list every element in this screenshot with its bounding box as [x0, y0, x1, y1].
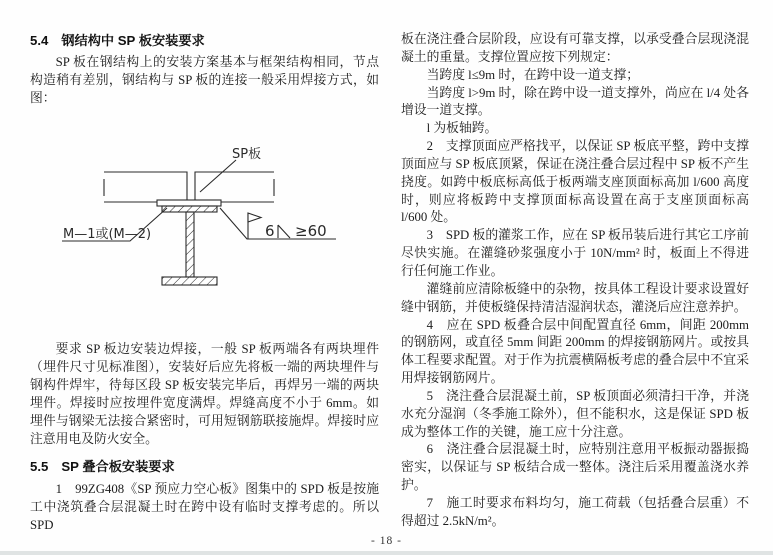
paragraph-span-gt-9m: 当跨度 l>9m 时，除在跨中设一道支撑外，尚应在 l/4 处各增设一道支撑。: [401, 85, 749, 118]
paragraph-steel-intro: SP 板在钢结构上的安装方案基本与框架结构相同，节点构造稍有差别，钢结构与 SP 板的连接一般采用焊接方式，如图：: [30, 55, 379, 105]
section-number: 5.5: [30, 459, 49, 474]
right-column: [401, 31, 749, 531]
paragraph-support-intro: 板在浇注叠合层阶段，应设有可靠支撑，以承受叠合层现浇混凝土的重量。支撑位置应按下列规定：: [401, 32, 749, 64]
paragraph-item-5-surface-clean: 5 浇注叠合层混凝土前，SP 板顶面必须清扫干净，并浇水充分湿润（冬季施工除外），但不能积水，这是保证 SPD 板成为整体工作的关键，施工应十分注意。: [401, 388, 749, 439]
paragraph-item-4-rebar-mesh: 4 应在 SPD 板叠合层中间配置直径 6mm，间距 200mm 的钢筋网，或直径 5mm 间距 200mm 的焊接钢筋网片。或按具体工程要求配置。对于作为抗震横隔板考虑的叠合层中不宜采用焊接钢筋网片。: [401, 317, 749, 386]
section-heading-5-5: [30, 457, 379, 476]
paragraph-item-3-grouting: 3 SPD 板的灌浆工作，应在 SP 板吊装后进行其它工序前尽快实施。在灌缝砂浆强度小于 10N/mm² 时，板面上不得进行任何施工作业。: [401, 228, 749, 278]
page-number: - 18 -: [371, 535, 402, 547]
weld-detail-figure: [54, 132, 384, 300]
field-weld-flag-icon: [248, 213, 261, 222]
weld-size-label: 6: [265, 222, 275, 240]
section-title: 钢结构中 SP 板安装要求: [61, 33, 205, 48]
weld-length-label: ≥60: [295, 222, 327, 240]
beam-web: [186, 212, 194, 277]
fillet-weld-symbol-icon: [278, 225, 290, 238]
weld-detail-drawing: [54, 132, 384, 300]
embed-plate: [157, 200, 221, 206]
paragraph-item-7-load-limit: 7 施工时要求布料均匀，施工荷载（包括叠合层重）不得超过 2.5kN/m²。: [401, 495, 749, 528]
embed-plate-label: M—1或(M—2): [63, 227, 152, 242]
paragraph-item-2-leveling: 2 支撑顶面应严格找平，以保证 SP 板底平整，跨中支撑顶面应与 SP 板底顶紧，保证在浇注叠合层过程中 SP 板不产生挠度。如跨中板底标高低于板两端支座顶面标高加 l/600 高度时，则应将板跨中支撑顶面标高设置在高于支座顶面标高 l/600 处。: [401, 139, 749, 225]
sp-slab-left: [104, 172, 187, 202]
scan-edge-artifact: [0, 551, 773, 555]
sp-slab-right: [195, 172, 274, 202]
paragraph-l-definition: l 为板轴跨。: [426, 121, 498, 136]
sp-label-leader: [200, 160, 236, 192]
section-number: 5.4: [30, 33, 49, 48]
beam-bottom-flange: [162, 277, 217, 285]
beam-top-flange: [162, 206, 217, 212]
paragraph-welding-requirements: 要求 SP 板边安装边焊接，一般 SP 板两端各有两块埋件（埋件尺寸见标准图），安装好后应先将板一端的两块埋件与钢构件焊牢，待每区段 SP 板安装完毕后，再焊另一端的两块埋件。焊接时应按埋件宽度满焊。焊缝高度不小于 6mm。如埋件与钢梁无法接合紧密时，可用短钢筋联接施焊。焊接时应注意用电及防火安全。: [30, 342, 379, 446]
paragraph-spd-item-1: 1 99ZG408《SP 预应力空心板》图集中的 SPD 板是按施工中浇筑叠合层混凝土时在跨中设有临时支撑考虑的。所以 SPD: [30, 482, 379, 532]
paragraph-span-le-9m: 当跨度 l≤9m 时，在跨中设一道支撑；: [426, 67, 640, 82]
paragraph-item-6-vibration: 6 浇注叠合层混凝土时，应特别注意用平板振动器振捣密实，以保证与 SP 板结合成一整体。浇注后采用覆盖浇水养护。: [401, 442, 749, 493]
section-heading-5-4: [30, 31, 379, 50]
paragraph-grout-cleaning: 灌缝前应清除板缝中的杂物，按具体工程设计要求设置好缝中钢筋，并使板缝保持清洁湿润状态，灌浇后应注意养护。: [401, 281, 749, 314]
section-title: SP 叠合板安装要求: [61, 459, 175, 474]
sp-slab-label: SP板: [232, 147, 262, 162]
left-column: [30, 31, 379, 534]
